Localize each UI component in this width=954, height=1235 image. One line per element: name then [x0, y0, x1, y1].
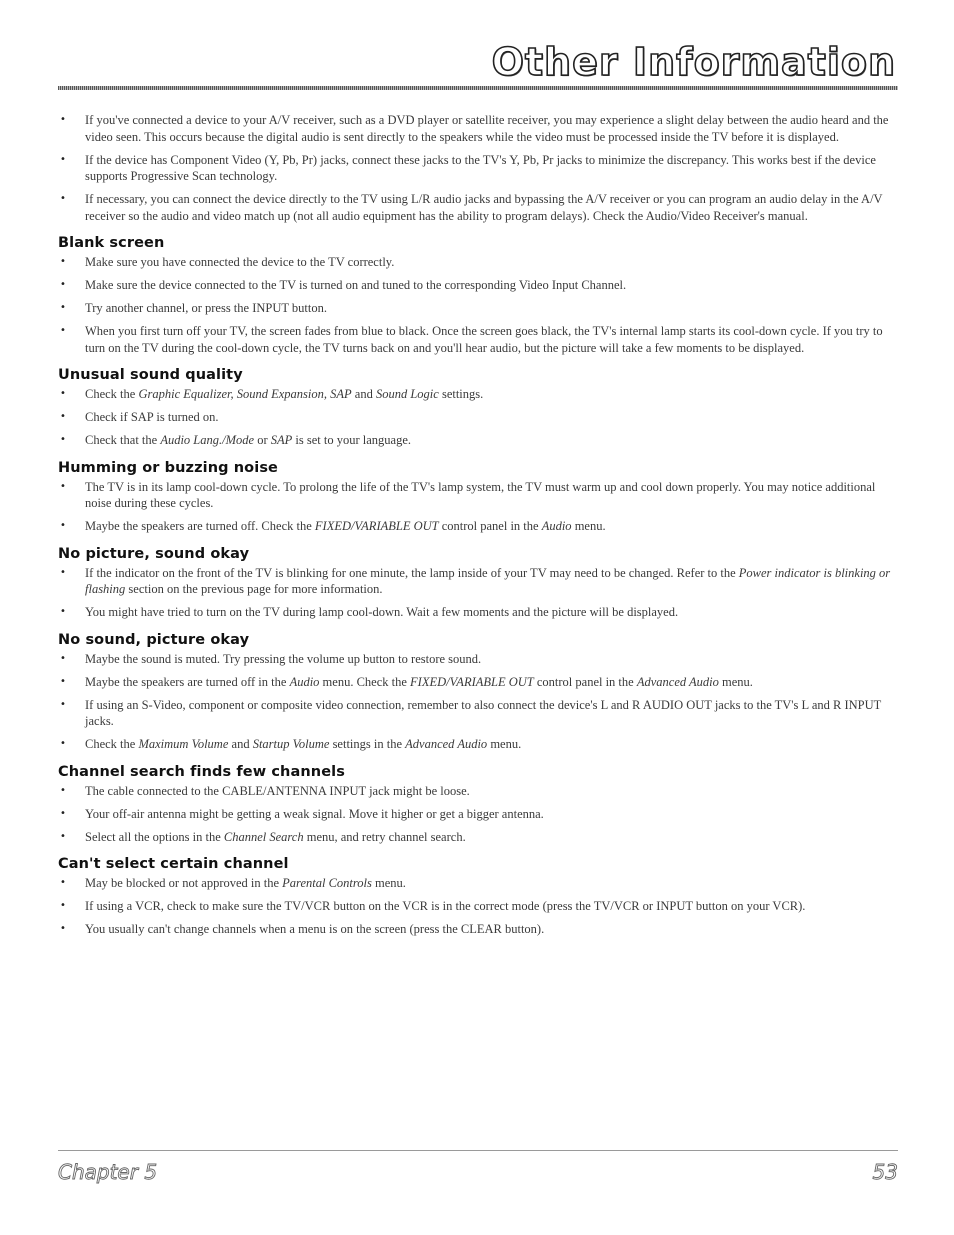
list-item: [58, 254, 900, 271]
list-item: [58, 432, 900, 449]
section-bullet-list: [58, 479, 900, 535]
menu-reference: Maximum Volume: [138, 737, 229, 751]
item-text: control panel in the: [438, 519, 542, 533]
menu-reference: FIXED/VARIABLE OUT: [314, 519, 439, 533]
list-item: [58, 898, 900, 915]
menu-reference: Sound Logic: [375, 387, 439, 401]
item-text: Maybe the speakers are turned off in the: [85, 674, 290, 689]
item-text: If using an S-Video, component or composite video connection, remember to also connect the device's L and R AUDIO OUT jacks to the TV's L and R INPUT jacks.: [85, 697, 882, 728]
item-text: settings.: [438, 387, 484, 401]
list-item: [58, 277, 900, 294]
page-title: Other Information: [491, 40, 896, 84]
item-text: Make sure you have connected the device to the TV correctly.: [85, 255, 395, 269]
footer-page-number: 53: [872, 1160, 898, 1184]
item-text: or: [254, 433, 271, 447]
section-heading: Channel search finds few channels: [58, 763, 345, 780]
menu-reference: Startup Volume: [252, 737, 330, 751]
section-bullet-list: [58, 783, 900, 846]
section-heading: Can't select certain channel: [58, 856, 289, 872]
item-text: is set to your language.: [292, 433, 412, 447]
menu-reference: FIXED/VARIABLE OUT: [410, 674, 534, 689]
intro-bullet-list: [58, 112, 900, 224]
item-text: settings in the: [329, 737, 406, 751]
item-text: If necessary, you can connect the device directly to the TV using L/R audio jacks and bypassing the A/V receiver or you can program an audio delay in the A/V receiver so the audio and video match up (not all audio equipment has the ability to program delays). Check the Audio/Video Receiver's manual.: [85, 192, 883, 223]
item-text: Select all the options in the: [85, 829, 224, 844]
item-text: Check that the: [85, 433, 161, 447]
troubleshooting-sections: [58, 235, 900, 938]
section-bullet-list: [58, 565, 900, 621]
section-heading: No sound, picture okay: [58, 631, 250, 648]
menu-reference: Power indicator is blinking or flashing: [85, 565, 891, 596]
list-item: [58, 323, 900, 356]
list-item: [58, 674, 900, 691]
section-heading: Blank screen: [58, 235, 165, 251]
list-item: [58, 921, 900, 938]
section-heading: Unusual sound quality: [58, 367, 243, 383]
menu-reference: Advanced Audio: [636, 674, 719, 689]
menu-reference: Audio Lang./Mode: [160, 433, 255, 447]
item-text: If the indicator on the front of the TV is blinking for one minute, the lamp inside of your TV may need to be changed. Refer to the: [85, 565, 739, 580]
menu-reference: Audio: [541, 519, 572, 533]
menu-reference: Advanced Audio: [405, 737, 488, 751]
item-text: Check if SAP is turned on.: [85, 410, 219, 424]
footer-divider: [58, 1150, 898, 1151]
section-bullet-list: [58, 254, 900, 356]
item-text: If you've connected a device to your A/V receiver, such as a DVD player or satellite receiver, you may experience a slight delay between the audio heard and the video seen. This occurs because the digital audio is sent directly to the speakers while the video must be processed inside the TV before it is displayed.: [85, 113, 889, 144]
page-content: [58, 112, 900, 944]
item-text: Try another channel, or press the INPUT button.: [85, 301, 327, 315]
item-text: The TV is in its lamp cool-down cycle. To prolong the life of the TV's lamp system, the TV must warm up and cool down properly. You may notice additional noise during these cycles.: [85, 479, 876, 510]
item-text: menu.: [371, 876, 406, 890]
title-divider: [58, 86, 898, 90]
menu-reference: Graphic Equalizer, Sound Expansion, SAP: [138, 387, 352, 401]
list-item: [58, 518, 900, 535]
menu-reference: Parental Controls: [282, 876, 372, 890]
item-text: menu.: [571, 519, 606, 533]
list-item: [58, 152, 900, 185]
list-item: [58, 565, 900, 598]
item-text: If using a VCR, check to make sure the TV/VCR button on the VCR is in the correct mode (press the TV/VCR or INPUT button on your VCR).: [85, 899, 806, 913]
item-text: You might have tried to turn on the TV during lamp cool-down. Wait a few moments and the picture will be displayed.: [85, 605, 679, 619]
item-text: menu. Check the: [319, 674, 411, 689]
item-text: Maybe the sound is muted. Try pressing the volume up button to restore sound.: [85, 651, 482, 666]
list-item: [58, 829, 900, 846]
section-bullet-list: [58, 875, 900, 938]
item-text: section on the previous page for more information.: [125, 582, 383, 596]
item-text: menu.: [718, 674, 753, 689]
list-item: [58, 783, 900, 800]
section-heading: No picture, sound okay: [58, 545, 250, 562]
item-text: and: [228, 737, 253, 751]
list-item: [58, 651, 900, 668]
item-text: You usually can't change channels when a menu is on the screen (press the CLEAR button).: [85, 922, 545, 936]
list-item: [58, 604, 900, 621]
section-heading: Humming or buzzing noise: [58, 459, 278, 476]
item-text: and: [351, 387, 376, 401]
footer-chapter: Chapter 5: [58, 1160, 158, 1184]
item-text: menu.: [487, 737, 522, 751]
menu-reference: Channel Search: [223, 829, 304, 844]
menu-reference: Audio: [289, 674, 320, 689]
list-item: [58, 112, 900, 145]
list-item: [58, 806, 900, 823]
item-text: Check the: [85, 737, 139, 751]
list-item: [58, 191, 900, 224]
item-text: When you first turn off your TV, the screen fades from blue to black. Once the screen goes black, the TV's internal lamp starts its cool-down cycle. If you try to turn on the TV during the cool-down cycle, the TV turns back on and you'll hear audio, but the picture will take a few moments to be displayed.: [85, 324, 883, 355]
section-bullet-list: [58, 386, 900, 449]
item-text: Maybe the speakers are turned off. Check the: [85, 519, 315, 533]
item-text: menu, and retry channel search.: [303, 829, 466, 844]
list-item: [58, 409, 900, 426]
item-text: May be blocked or not approved in the: [85, 876, 283, 890]
item-text: Check the: [85, 387, 139, 401]
list-item: [58, 697, 900, 730]
list-item: [58, 386, 900, 403]
item-text: Your off-air antenna might be getting a weak signal. Move it higher or get a bigger antenna.: [85, 806, 544, 821]
list-item: [58, 300, 900, 317]
menu-reference: SAP: [270, 433, 293, 447]
item-text: Make sure the device connected to the TV is turned on and tuned to the corresponding Video Input Channel.: [85, 278, 627, 292]
section-bullet-list: [58, 651, 900, 753]
item-text: control panel in the: [533, 674, 637, 689]
item-text: The cable connected to the CABLE/ANTENNA INPUT jack might be loose.: [85, 783, 470, 798]
list-item: [58, 875, 900, 892]
list-item: [58, 479, 900, 512]
list-item: [58, 736, 900, 753]
item-text: If the device has Component Video (Y, Pb, Pr) jacks, connect these jacks to the TV's Y, Pb, Pr jacks to minimize the discrepancy. This works best if the device supports Progressive Scan technology.: [85, 152, 876, 183]
